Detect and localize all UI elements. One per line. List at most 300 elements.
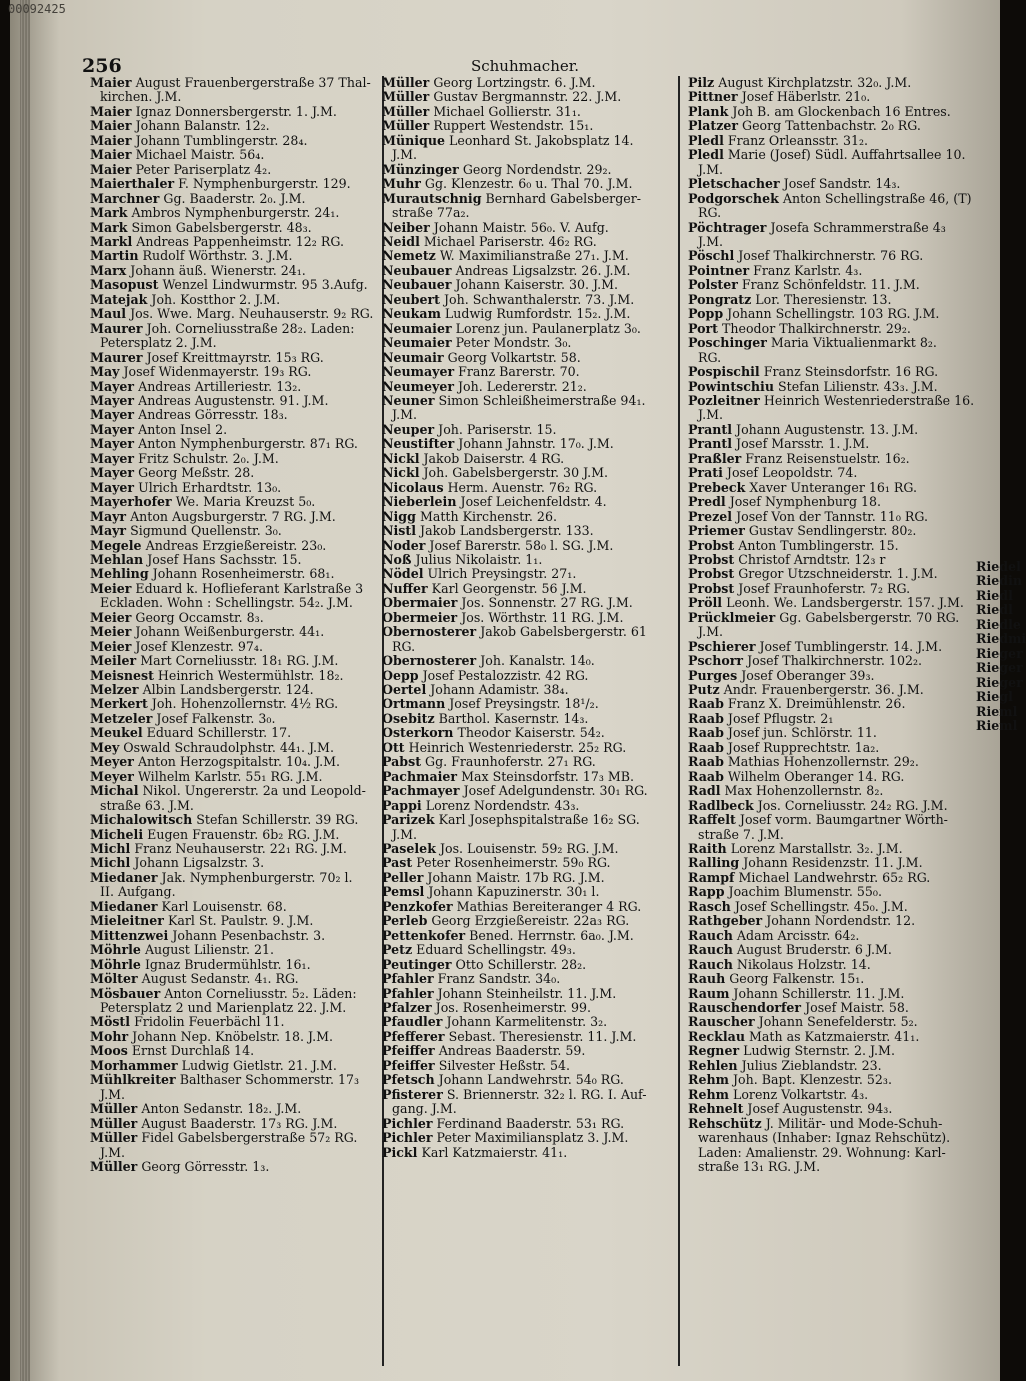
- entry-details: Gg. Fraunhoferstr. 27₁ RG.: [425, 754, 596, 770]
- entry-surname: Rathgeber: [688, 913, 763, 929]
- entry-line: [90, 423, 382, 437]
- directory-entry: [90, 192, 382, 206]
- directory-entry: [90, 755, 382, 769]
- entry-details: Josef Tumblingerstr. 14. J.M.: [759, 638, 943, 654]
- entry-line: [688, 871, 980, 885]
- entry-line: [382, 654, 674, 668]
- directory-entry: [688, 264, 980, 278]
- entry-surname: Neukam: [382, 306, 441, 322]
- entry-line: [688, 177, 980, 191]
- entry-details: Franz Karlstr. 4₃.: [753, 262, 863, 278]
- entry-details: Johann Augustenstr. 13. J.M.: [736, 421, 919, 437]
- entry-details: Josef Pestalozzistr. 42 RG.: [422, 667, 589, 683]
- entry-line: [382, 856, 674, 870]
- entry-surname: Pöchtrager: [688, 219, 767, 235]
- entry-surname: Nigg: [382, 508, 416, 524]
- entry-surname: Recklau: [688, 1028, 745, 1044]
- entry-details: Lorenz Volkartstr. 4₃.: [732, 1086, 869, 1102]
- entry-details: Eduard Schellingstr. 49₃.: [416, 942, 576, 958]
- directory-entry: [382, 322, 674, 336]
- entry-details: Josef Barerstr. 58₀ l. SG. J.M.: [429, 537, 614, 553]
- entry-details: Julius Zieblandstr. 23.: [741, 1057, 882, 1073]
- directory-entry: [382, 856, 674, 870]
- entry-details: Johann Nep. Knöbelstr. 18. J.M.: [132, 1028, 333, 1044]
- entry-surname: Maurer: [90, 320, 143, 336]
- entry-details: Franz Schönfeldstr. 11. J.M.: [741, 277, 920, 293]
- directory-entry: [90, 625, 382, 639]
- entry-details: Ferdinand Baaderstr. 53₁ RG.: [436, 1115, 625, 1131]
- edge-fragment: Rieger: [976, 660, 1023, 676]
- entry-details: Joachim Blumenstr. 55₀.: [728, 884, 882, 900]
- entry-details: Josef Sandstr. 14₃.: [783, 176, 901, 192]
- entry-line: [688, 163, 980, 177]
- directory-entry: [90, 784, 382, 813]
- entry-details: Johann Residenzstr. 11. J.M.: [743, 855, 923, 871]
- entry-surname: Mayer: [90, 392, 135, 408]
- entry-line: [382, 510, 674, 524]
- entry-details: J.M.: [698, 624, 723, 640]
- directory-entry: [90, 481, 382, 495]
- entry-details: Josef Oberanger 39₃.: [741, 667, 875, 683]
- entry-surname: Praßler: [688, 450, 742, 466]
- directory-entry: [90, 683, 382, 697]
- entry-details: Jos. Sonnenstr. 27 RG. J.M.: [461, 595, 633, 611]
- entry-details: Johann Maistr. 56₀. V. Aufg.: [433, 219, 609, 235]
- entry-line: [688, 452, 980, 466]
- directory-entry: [382, 278, 674, 292]
- entry-details: Joh. Kanalstr. 14₀.: [480, 653, 595, 669]
- entry-details: Fritz Schulstr. 2₀. J.M.: [138, 450, 279, 466]
- directory-entry: [90, 408, 382, 422]
- entry-line: [688, 914, 980, 928]
- entry-details: J.M.: [392, 826, 417, 842]
- entry-line: [90, 683, 382, 697]
- entry-details: Simon Schleißheimerstraße 94₁.: [438, 392, 646, 408]
- entry-surname: Mayer: [90, 421, 135, 437]
- directory-entry: [382, 177, 674, 191]
- entry-surname: Neumaier: [382, 320, 452, 336]
- entry-surname: Nickl: [382, 465, 420, 481]
- entry-surname: Poschinger: [688, 335, 767, 351]
- entry-surname: Petz: [382, 942, 413, 958]
- entry-line: [688, 567, 980, 581]
- entry-surname: Neumaier: [382, 335, 452, 351]
- entry-surname: Neumeyer: [382, 378, 454, 394]
- entry-details: Joh. Pariserstr. 15.: [438, 421, 557, 437]
- entry-line: [90, 1073, 382, 1087]
- entry-line: [688, 1160, 980, 1174]
- entry-line: [382, 495, 674, 509]
- entry-line: [688, 322, 980, 336]
- entry-details: Franz Steinsdorfstr. 16 RG.: [763, 364, 939, 380]
- entry-line: [90, 1059, 382, 1073]
- entry-surname: Rauscher: [688, 1014, 755, 1030]
- entry-details: Ulrich Erhardtstr. 13₀.: [138, 479, 282, 495]
- entry-surname: Obernosterer: [382, 653, 477, 669]
- entry-details: Josef Adelgundenstr. 30₁ RG.: [463, 783, 648, 799]
- directory-entry: [90, 278, 382, 292]
- entry-surname: Purges: [688, 667, 738, 683]
- entry-details: Ruppert Westendstr. 15₁.: [433, 118, 594, 134]
- entry-line: [382, 1044, 674, 1058]
- directory-entry: [90, 553, 382, 567]
- directory-entry: [382, 799, 674, 813]
- entry-details: Josef Leichenfeldstr. 4.: [460, 494, 607, 510]
- directory-entry: [90, 206, 382, 220]
- entry-line: [382, 539, 674, 553]
- entry-details: Franz Orleansstr. 31₂.: [727, 132, 869, 148]
- entry-details: Andreas Erzgießereistr. 23₀.: [145, 537, 327, 553]
- entry-line: [90, 264, 382, 278]
- entry-line: [688, 1059, 980, 1073]
- entry-details: Joh. Bapt. Klenzestr. 52₃.: [732, 1072, 892, 1088]
- edge-fragment: Rieml: [976, 703, 1018, 719]
- entry-details: Ludwig Sternstr. 2. J.M.: [743, 1043, 895, 1059]
- entry-line: [688, 235, 980, 249]
- entry-details: Anton Schellingstraße 46, (T): [782, 190, 972, 206]
- entry-surname: Noder: [382, 537, 426, 553]
- entry-line: [382, 828, 674, 842]
- entry-surname: Pointner: [688, 262, 750, 278]
- entry-details: straße 13₁ RG. J.M.: [698, 1158, 821, 1174]
- directory-entry: [382, 1015, 674, 1029]
- entry-surname: Pabst: [382, 754, 422, 770]
- entry-line: [688, 1044, 980, 1058]
- entry-details: Lorenz Nordendstr. 43₃.: [425, 797, 580, 813]
- entry-details: Barthol. Kasernstr. 14₃.: [438, 710, 589, 726]
- entry-surname: Rehnelt: [688, 1101, 744, 1117]
- entry-line: [90, 524, 382, 538]
- entry-details: Joh. Gabelsbergerstr. 30 J.M.: [423, 465, 609, 481]
- entry-surname: Müller: [90, 1130, 138, 1146]
- entry-line: [688, 105, 980, 119]
- directory-entry: [90, 929, 382, 943]
- entry-line: [382, 437, 674, 451]
- entry-surname: Müller: [90, 1115, 138, 1131]
- entry-line: [688, 697, 980, 711]
- entry-details: Josef Nymphenburg 18.: [729, 494, 882, 510]
- entry-line: [90, 1088, 382, 1102]
- entry-surname: Radlbeck: [688, 797, 754, 813]
- directory-entry: [688, 1059, 980, 1073]
- entry-surname: Priemer: [688, 523, 745, 539]
- entry-surname: Metzeler: [90, 710, 153, 726]
- entry-line: [90, 452, 382, 466]
- entry-details: Karl Josephspitalstraße 16₂ SG.: [438, 812, 640, 828]
- entry-line: [688, 1131, 980, 1145]
- entry-surname: Radl: [688, 783, 721, 799]
- directory-entry: [382, 119, 674, 133]
- entry-surname: Neumayer: [382, 364, 455, 380]
- entry-details: Gustav Bergmannstr. 22. J.M.: [433, 89, 622, 105]
- entry-line: [688, 408, 980, 422]
- entry-surname: Michl: [90, 855, 131, 871]
- entry-surname: Maier: [90, 103, 132, 119]
- directory-entry: [688, 596, 980, 610]
- entry-details: Josef Maistr. 58.: [805, 1000, 909, 1015]
- entry-surname: Probst: [688, 566, 735, 582]
- entry-details: Josef Von der Tannstr. 11₀ RG.: [736, 508, 928, 524]
- entry-details: Karl Georgenstr. 56 J.M.: [431, 580, 587, 596]
- entry-surname: Osterkorn: [382, 725, 454, 741]
- entry-surname: Pachmaier: [382, 768, 458, 784]
- entry-surname: Meyer: [90, 754, 134, 770]
- entry-details: Franz Barerstr. 70.: [458, 364, 580, 380]
- entry-surname: Meyer: [90, 768, 134, 784]
- entry-line: [90, 741, 382, 755]
- entry-line: [688, 1073, 980, 1087]
- entry-details: Karl St. Paulstr. 9. J.M.: [167, 913, 314, 929]
- entry-surname: Meier: [90, 609, 132, 625]
- entry-line: [90, 1131, 382, 1145]
- entry-details: Karl Louisenstr. 68.: [161, 898, 287, 914]
- entry-details: Josef Klenzestr. 97₄.: [135, 638, 263, 654]
- directory-entry: [90, 697, 382, 711]
- directory-entry: [688, 958, 980, 972]
- entry-surname: Müller: [382, 103, 430, 119]
- entry-line: [688, 524, 980, 538]
- directory-entry: [688, 394, 980, 423]
- directory-entry: [688, 553, 980, 567]
- entry-details: RG.: [698, 349, 722, 365]
- directory-entry: [90, 1030, 382, 1044]
- directory-entry: [382, 784, 674, 798]
- entry-surname: Muhr: [382, 176, 421, 192]
- directory-entry: [90, 871, 382, 900]
- directory-entry: [90, 828, 382, 842]
- directory-entry: [382, 900, 674, 914]
- entry-details: Ludwig Gietlstr. 21. J.M.: [181, 1057, 337, 1073]
- directory-entry: [90, 177, 382, 191]
- entry-line: [90, 1146, 382, 1160]
- column-1: [90, 76, 382, 1174]
- entry-details: Herm. Auenstr. 76₂ RG.: [447, 479, 598, 495]
- entry-surname: Neumair: [382, 349, 444, 365]
- directory-entry: [688, 972, 980, 986]
- entry-details: Peter Pariserplatz 4₂.: [135, 161, 272, 177]
- directory-entry: [90, 640, 382, 654]
- entry-details: Georg Tattenbachstr. 2₀ RG.: [742, 118, 921, 134]
- directory-entry: [90, 293, 382, 307]
- entry-details: Josef Augustenstr. 94₃.: [747, 1101, 893, 1117]
- entry-line: [688, 495, 980, 509]
- entry-line: [90, 206, 382, 220]
- directory-entry: [382, 365, 674, 379]
- directory-entry: [688, 249, 980, 263]
- entry-details: S. Briennerstr. 32₂ l. RG. I. Auf-: [446, 1086, 647, 1102]
- directory-entry: [90, 1044, 382, 1058]
- directory-entry: [382, 264, 674, 278]
- entry-line: [382, 322, 674, 336]
- entry-line: [382, 148, 674, 162]
- entry-details: gang. J.M.: [392, 1101, 457, 1117]
- entry-details: Georg Görresstr. 1₃.: [141, 1158, 270, 1174]
- directory-entry: [90, 712, 382, 726]
- edge-fragment: Rieml: [976, 717, 1018, 733]
- entry-details: J. Militär- und Mode-Schuh-: [765, 1115, 943, 1131]
- entry-line: [382, 1131, 674, 1145]
- directory-entry: [90, 1015, 382, 1029]
- entry-details: straße 63. J.M.: [100, 797, 194, 813]
- entry-line: [90, 712, 382, 726]
- entry-details: Jos. Corneliusstr. 24₂ RG. J.M.: [757, 797, 948, 813]
- directory-entry: [90, 134, 382, 148]
- entry-surname: Michl: [90, 841, 131, 857]
- directory-entry: [382, 495, 674, 509]
- entry-details: Ignaz Donnersbergerstr. 1. J.M.: [135, 103, 337, 119]
- entry-surname: Micheli: [90, 826, 144, 842]
- entry-details: Georg Volkartstr. 58.: [447, 349, 581, 365]
- entry-line: [382, 885, 674, 899]
- directory-entry: [382, 625, 674, 654]
- entry-details: Andreas Baaderstr. 59.: [438, 1043, 586, 1059]
- entry-line: [382, 741, 674, 755]
- directory-entry: [382, 437, 674, 451]
- directory-entry: [382, 380, 674, 394]
- directory-entry: [382, 611, 674, 625]
- entry-details: Anton Augsburgerstr. 7 RG. J.M.: [130, 508, 336, 524]
- entry-line: [382, 105, 674, 119]
- directory-entry: [90, 76, 382, 105]
- entry-details: Albin Landsbergerstr. 124.: [142, 682, 314, 698]
- entry-details: Josef Schellingstr. 45₀. J.M.: [734, 898, 908, 914]
- entry-surname: Mehlan: [90, 551, 144, 567]
- directory-entry: [382, 1131, 674, 1145]
- directory-entry: [688, 567, 980, 581]
- column-rule: [678, 76, 680, 1366]
- directory-entry: [90, 741, 382, 755]
- entry-details: warenhaus (Inhaber: Ignaz Rehschütz).: [698, 1130, 951, 1146]
- entry-line: [382, 163, 674, 177]
- entry-details: Christof Arndtstr. 12₃ r: [738, 551, 886, 567]
- entry-details: August Baaderstr. 17₃ RG. J.M.: [141, 1115, 338, 1131]
- entry-line: [382, 177, 674, 191]
- entry-line: [688, 943, 980, 957]
- directory-entry: [688, 539, 980, 553]
- entry-line: [382, 206, 674, 220]
- entry-details: Anton Herzogspitalstr. 10₄. J.M.: [137, 754, 341, 770]
- directory-entry: [90, 365, 382, 379]
- entry-surname: Powintschiu: [688, 378, 774, 394]
- entry-details: Peter Mondstr. 3₀.: [455, 335, 572, 351]
- entry-line: [688, 828, 980, 842]
- entry-details: Peter Maximiliansplatz 3. J.M.: [436, 1130, 629, 1146]
- entry-line: [382, 712, 674, 726]
- entry-details: Johann Jahnstr. 17₀. J.M.: [458, 436, 614, 452]
- directory-entry: [688, 119, 980, 133]
- entry-line: [382, 1088, 674, 1102]
- entry-details: Wilhelm Oberanger 14. RG.: [727, 768, 905, 784]
- directory-entry: [382, 1146, 674, 1160]
- directory-entry: [688, 842, 980, 856]
- directory-entry: [90, 987, 382, 1016]
- entry-details: Johann Kapuzinerstr. 30₁ l.: [428, 884, 600, 900]
- entry-details: Josef Fraunhoferstr. 7₂ RG.: [738, 580, 911, 596]
- entry-line: [90, 813, 382, 827]
- entry-details: Rudolf Wörthstr. 3. J.M.: [142, 248, 293, 264]
- directory-entry: [90, 1059, 382, 1073]
- directory-entry: [382, 76, 674, 90]
- entry-details: J.M.: [392, 147, 417, 163]
- entry-details: Sigmund Quellenstr. 3₀.: [130, 523, 282, 539]
- entry-details: Leonh. We. Landsbergerstr. 157. J.M.: [726, 595, 964, 611]
- entry-line: [382, 726, 674, 740]
- directory-entry: [382, 134, 674, 163]
- entry-details: Ernst Durchlaß 14.: [131, 1043, 255, 1059]
- entry-surname: Mayr: [90, 523, 127, 539]
- directory-entry: [90, 943, 382, 957]
- entry-surname: Pfeiffer: [382, 1057, 435, 1073]
- directory-entry: [382, 105, 674, 119]
- edge-fragment: Riedmi: [976, 631, 1026, 647]
- directory-entry: [382, 524, 674, 538]
- directory-entry: [90, 611, 382, 625]
- entry-line: [688, 249, 980, 263]
- directory-entry: [90, 900, 382, 914]
- entry-line: [90, 336, 382, 350]
- directory-entry: [382, 1117, 674, 1131]
- entry-surname: Rauch: [688, 942, 733, 958]
- entry-details: Josef Häberlstr. 21₀.: [741, 89, 871, 105]
- entry-line: [90, 177, 382, 191]
- entry-line: [90, 1030, 382, 1044]
- entry-details: RG.: [698, 205, 722, 221]
- entry-line: [382, 90, 674, 104]
- entry-details: Johann Senefelderstr. 5₂.: [758, 1014, 918, 1030]
- entry-line: [382, 611, 674, 625]
- directory-entry: [382, 1059, 674, 1073]
- entry-details: Josef vorm. Baumgartner Wörth-: [739, 812, 948, 828]
- entry-surname: Nuffer: [382, 580, 428, 596]
- entry-details: Johann Steinheilstr. 11. J.M.: [437, 985, 617, 1001]
- entry-details: Mathias Bereiteranger 4 RG.: [456, 898, 642, 914]
- entry-line: [90, 293, 382, 307]
- entry-surname: Maul: [90, 306, 127, 322]
- directory-entry: [688, 1001, 980, 1015]
- entry-line: [688, 611, 980, 625]
- entry-line: [688, 553, 980, 567]
- entry-surname: Maierthaler: [90, 176, 175, 192]
- directory-entry: [688, 365, 980, 379]
- entry-details: Adam Arcisstr. 64₂.: [736, 927, 860, 943]
- entry-surname: Pledl: [688, 147, 724, 163]
- entry-surname: Pfetsch: [382, 1072, 435, 1088]
- entry-surname: Raab: [688, 754, 724, 770]
- entry-details: Gg. Baaderstr. 2₀. J.M.: [163, 190, 306, 206]
- directory-entry: [688, 856, 980, 870]
- directory-entry: [688, 1117, 980, 1175]
- entry-line: [382, 669, 674, 683]
- entry-surname: Rehlen: [688, 1057, 738, 1073]
- directory-entry: [688, 1030, 980, 1044]
- edge-fragment: Riegl: [976, 689, 1013, 705]
- entry-surname: Matejak: [90, 291, 148, 307]
- directory-entry: [90, 669, 382, 683]
- entry-details: August Bruderstr. 6 J.M.: [736, 942, 892, 958]
- entry-surname: Meier: [90, 638, 132, 654]
- entry-details: Josef Thalkirchnerstr. 102₂.: [747, 653, 923, 669]
- scan-reference: 00092425: [8, 2, 66, 16]
- entry-details: Sebast. Theresienstr. 11. J.M.: [448, 1028, 637, 1044]
- entry-line: [382, 871, 674, 885]
- directory-entry: [688, 322, 980, 336]
- entry-surname: Rauch: [688, 956, 733, 972]
- entry-surname: Prücklmeier: [688, 609, 776, 625]
- entry-line: [382, 697, 674, 711]
- entry-details: Johann Schellingstr. 103 RG. J.M.: [727, 306, 940, 322]
- entry-details: Franz Reisenstuelstr. 16₂.: [745, 450, 910, 466]
- entry-details: Michael Maistr. 56₄.: [135, 147, 265, 163]
